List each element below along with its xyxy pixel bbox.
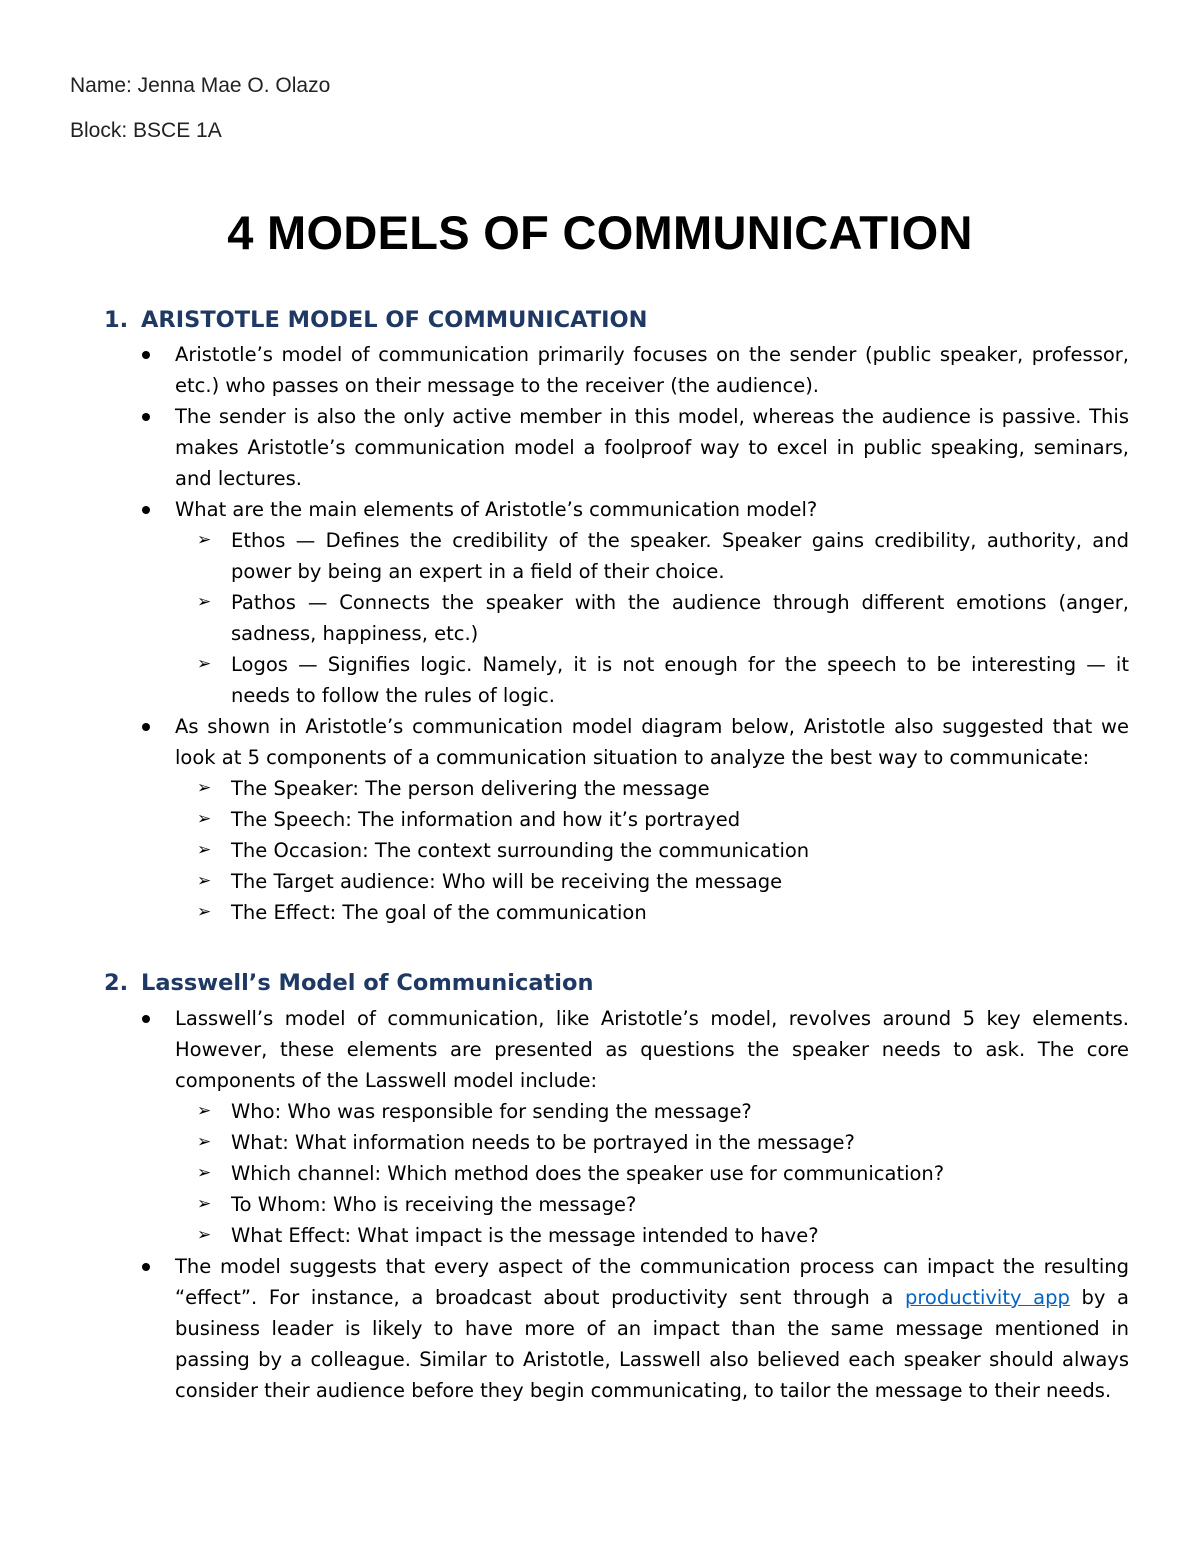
section-2-heading [104,970,593,996]
section-1-number: 1. [104,307,129,333]
document-title: 4 MODELS OF COMMUNICATION [227,206,973,259]
bullet-dot-icon [142,1263,150,1271]
bullet-dot-icon [142,413,150,421]
arrow-bullet-icon: ➢ [197,654,212,674]
question-what [197,1127,1129,1158]
element-text: Pathos — Connects the speaker with the audience through different emotions (anger, sadness, happiness, etc.) [231,591,1129,645]
question-text: Which channel: Which method does the speaker use for communication? [231,1162,945,1185]
question-text: What: What information needs to be portrayed in the message? [231,1131,855,1154]
bullet-text: What are the main elements of Aristotle’s communication model? [175,498,818,521]
arrow-bullet-icon: ➢ [197,902,212,922]
arrow-bullet-icon: ➢ [197,871,212,891]
question-what-effect [197,1220,1129,1251]
component-text: The Effect: The goal of the communication [231,901,647,924]
arrow-bullet-icon: ➢ [197,1225,212,1245]
arrow-bullet-icon: ➢ [197,809,212,829]
bullet-text: As shown in Aristotle’s communication model diagram below, Aristotle also suggested that we look at 5 components of a communication situation to analyze the best way to communicate: [175,715,1129,769]
bullet-dot-icon [142,351,150,359]
arrow-bullet-icon: ➢ [197,778,212,798]
section-1-bullet-2 [175,401,1129,494]
question-which-channel [197,1158,1129,1189]
arrow-bullet-icon: ➢ [197,1194,212,1214]
arrow-bullet-icon: ➢ [197,592,212,612]
section-2-bullet-2 [175,1251,1129,1406]
component-text: The Speaker: The person delivering the message [231,777,710,800]
bullet-text: Aristotle’s model of communication primarily focuses on the sender (public speaker, professor, etc.) who passes on their message to the receiver (the audience). [175,343,1129,397]
question-text: To Whom: Who is receiving the message? [231,1193,637,1216]
component-effect [197,897,1129,928]
component-target-audience [197,866,1129,897]
section-2-number: 2. [104,970,129,996]
component-text: The Target audience: Who will be receiving the message [231,870,783,893]
bullet-dot-icon [142,1015,150,1023]
component-text: The Speech: The information and how it’s portrayed [231,808,741,831]
component-occasion [197,835,1129,866]
component-text: The Occasion: The context surrounding the communication [231,839,810,862]
productivity-app-link[interactable]: productivity app [904,1286,1070,1309]
section-1-bullet-3 [175,494,1129,525]
arrow-bullet-icon: ➢ [197,840,212,860]
section-1-bullet-4 [175,711,1129,773]
question-text: What Effect: What impact is the message intended to have? [231,1224,819,1247]
component-speech [197,804,1129,835]
bullet-text-before-link: The model suggests that every aspect of the communication process can impact the resulting “effect”. For instance, a broadcast about productivity sent through a [175,1255,1129,1309]
section-2-bullet-1 [175,1003,1129,1096]
arrow-bullet-icon: ➢ [197,1163,212,1183]
element-logos [197,649,1129,711]
component-speaker [197,773,1129,804]
bullet-dot-icon [142,506,150,514]
block-line: Block: BSCE 1A [70,119,222,142]
bullet-text: Lasswell’s model of communication, like Aristotle’s model, revolves around 5 key elements. However, these elements are presented as questions the speaker needs to ask. The core components of the Lasswell model include: [175,1007,1129,1092]
section-1-title: ARISTOTLE MODEL OF COMMUNICATION [141,307,648,333]
element-text: Logos — Signifies logic. Namely, it is not enough for the speech to be interesting — it needs to follow the rules of logic. [231,653,1129,707]
question-text: Who: Who was responsible for sending the message? [231,1100,752,1123]
name-line: Name: Jenna Mae O. Olazo [70,74,331,97]
bullet-dot-icon [142,723,150,731]
arrow-bullet-icon: ➢ [197,1132,212,1152]
arrow-bullet-icon: ➢ [197,1101,212,1121]
section-1-heading [104,307,648,333]
bullet-text-after-link: by a business leader is likely to have more of an impact than the same message mentioned in passing by a colleague. Similar to Aristotle, Lasswell also believed each speaker should always consider their audience before they begin communicating, to tailor the message to their needs. [175,1286,1130,1402]
arrow-bullet-icon: ➢ [197,530,212,550]
section-2-title: Lasswell’s Model of Communication [141,970,594,996]
element-pathos [197,587,1129,649]
element-text: Ethos — Defines the credibility of the speaker. Speaker gains credibility, authority, and power by being an expert in a field of their choice. [231,529,1129,583]
question-to-whom [197,1189,1129,1220]
bullet-text: The sender is also the only active member in this model, whereas the audience is passive. This makes Aristotle’s communication model a foolproof way to excel in public speaking, seminars, and lectures. [175,405,1129,490]
question-who [197,1096,1129,1127]
section-1-bullet-1 [175,339,1129,401]
element-ethos [197,525,1129,587]
